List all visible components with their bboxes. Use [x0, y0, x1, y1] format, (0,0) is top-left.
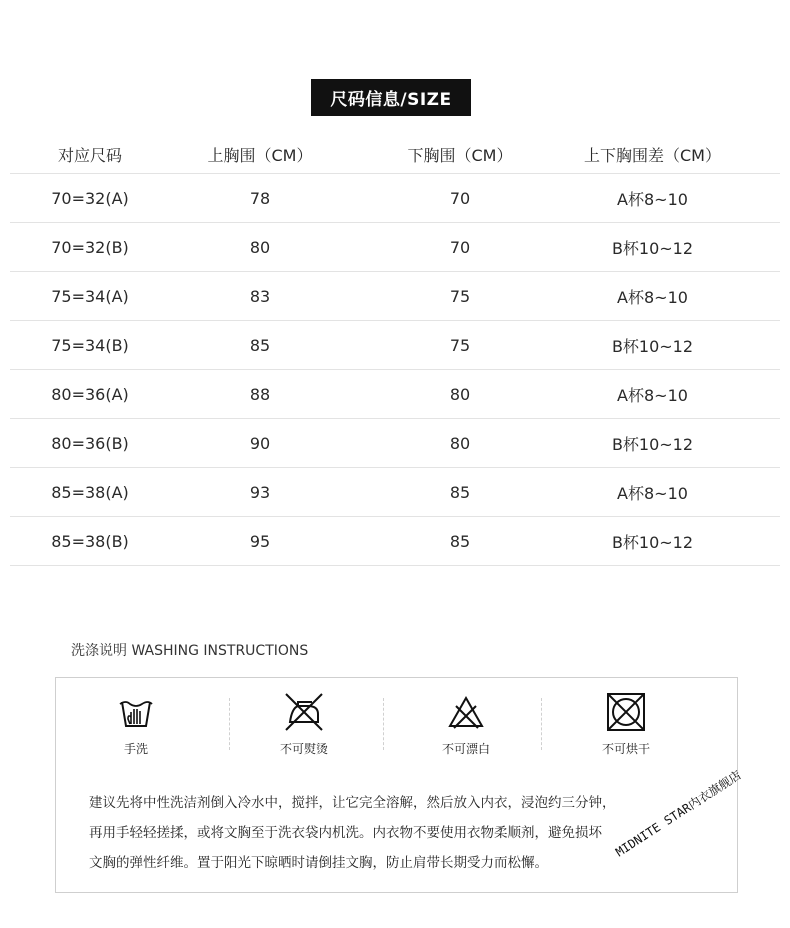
cell-upper-bust: 90 [249, 433, 271, 453]
table-row [10, 223, 780, 272]
header-cell-upper-bust: 上胸围（CM） [207, 146, 313, 165]
cell-bust-difference: A杯8~10 [617, 385, 688, 405]
cell-under-bust: 75 [449, 286, 471, 306]
table-body [10, 174, 780, 566]
cell-size: 75=34(A) [51, 286, 129, 306]
care-item-no-iron [249, 690, 359, 757]
washing-box [55, 677, 738, 893]
no-tumble-dry-icon [604, 690, 648, 734]
instruction-line: 建议先将中性洗洁剂倒入冷水中，搅拌，让它完全溶解，然后放入内衣，浸泡约三分钟， [89, 795, 616, 811]
no-bleach-icon [446, 690, 486, 734]
no-iron-icon [282, 690, 326, 734]
table-row [10, 174, 780, 223]
cell-bust-difference: A杯8~10 [617, 287, 688, 307]
cell-size: 85=38(B) [51, 531, 129, 551]
cell-bust-difference: B杯10~12 [611, 532, 694, 552]
cell-under-bust: 80 [449, 384, 471, 404]
cell-under-bust: 70 [449, 237, 471, 257]
care-label-no-bleach: 不可漂白 [441, 742, 490, 756]
care-item-hand-wash [81, 690, 191, 757]
cell-upper-bust: 80 [249, 237, 271, 257]
separator [229, 698, 230, 750]
cell-upper-bust: 95 [249, 531, 271, 551]
cell-bust-difference: A杯8~10 [617, 189, 688, 209]
care-label-no-tumble-dry: 不可烘干 [601, 742, 650, 756]
separator [541, 698, 542, 750]
cell-upper-bust: 93 [249, 482, 271, 502]
instruction-line: 再用手轻轻搓揉，或将文胸至于洗衣袋内机洗。内衣物不要使用衣物柔顺剂，避免损坏 [89, 825, 602, 841]
header-cell-under-bust: 下胸围（CM） [407, 146, 513, 165]
cell-upper-bust: 88 [249, 384, 271, 404]
cell-size: 70=32(B) [51, 237, 129, 257]
cell-upper-bust: 83 [249, 286, 271, 306]
cell-upper-bust: 78 [249, 188, 271, 208]
table-row [10, 321, 780, 370]
care-label-no-iron: 不可熨烫 [279, 742, 328, 756]
size-table [10, 136, 780, 566]
table-row [10, 419, 780, 468]
cell-bust-difference: B杯10~12 [611, 238, 694, 258]
table-header-row [10, 136, 780, 174]
cell-under-bust: 85 [449, 531, 471, 551]
cell-size: 70=32(A) [51, 188, 129, 208]
size-title: 尺码信息/SIZE [311, 79, 471, 116]
cell-size: 80=36(A) [51, 384, 129, 404]
separator [383, 698, 384, 750]
cell-bust-difference: B杯10~12 [611, 336, 694, 356]
care-item-no-tumble-dry [571, 690, 681, 757]
cell-size: 85=38(A) [51, 482, 129, 502]
cell-under-bust: 80 [449, 433, 471, 453]
cell-bust-difference: A杯8~10 [617, 483, 688, 503]
header-cell-bust-difference: 上下胸围差（CM） [584, 146, 721, 165]
cell-size: 80=36(B) [51, 433, 129, 453]
care-label-hand-wash: 手洗 [123, 742, 148, 756]
cell-upper-bust: 85 [249, 335, 271, 355]
cell-under-bust: 70 [449, 188, 471, 208]
table-row [10, 517, 780, 566]
table-row [10, 272, 780, 321]
care-item-no-bleach [411, 690, 521, 757]
cell-under-bust: 85 [449, 482, 471, 502]
cell-bust-difference: B杯10~12 [611, 434, 694, 454]
cell-under-bust: 75 [449, 335, 471, 355]
washing-instructions [89, 788, 719, 878]
store-watermark: MIDNITE STAR内衣旗舰店 [613, 767, 744, 860]
instruction-line: 文胸的弹性纤维。置于阳光下晾晒时请倒挂文胸，防止肩带长期受力而松懈。 [89, 855, 548, 871]
cell-size: 75=34(B) [51, 335, 129, 355]
header-cell-size: 对应尺码 [57, 146, 122, 165]
washing-title: 洗涤说明 WASHING INSTRUCTIONS [71, 643, 309, 659]
table-row [10, 468, 780, 517]
table-row [10, 370, 780, 419]
hand-wash-icon [116, 690, 156, 734]
